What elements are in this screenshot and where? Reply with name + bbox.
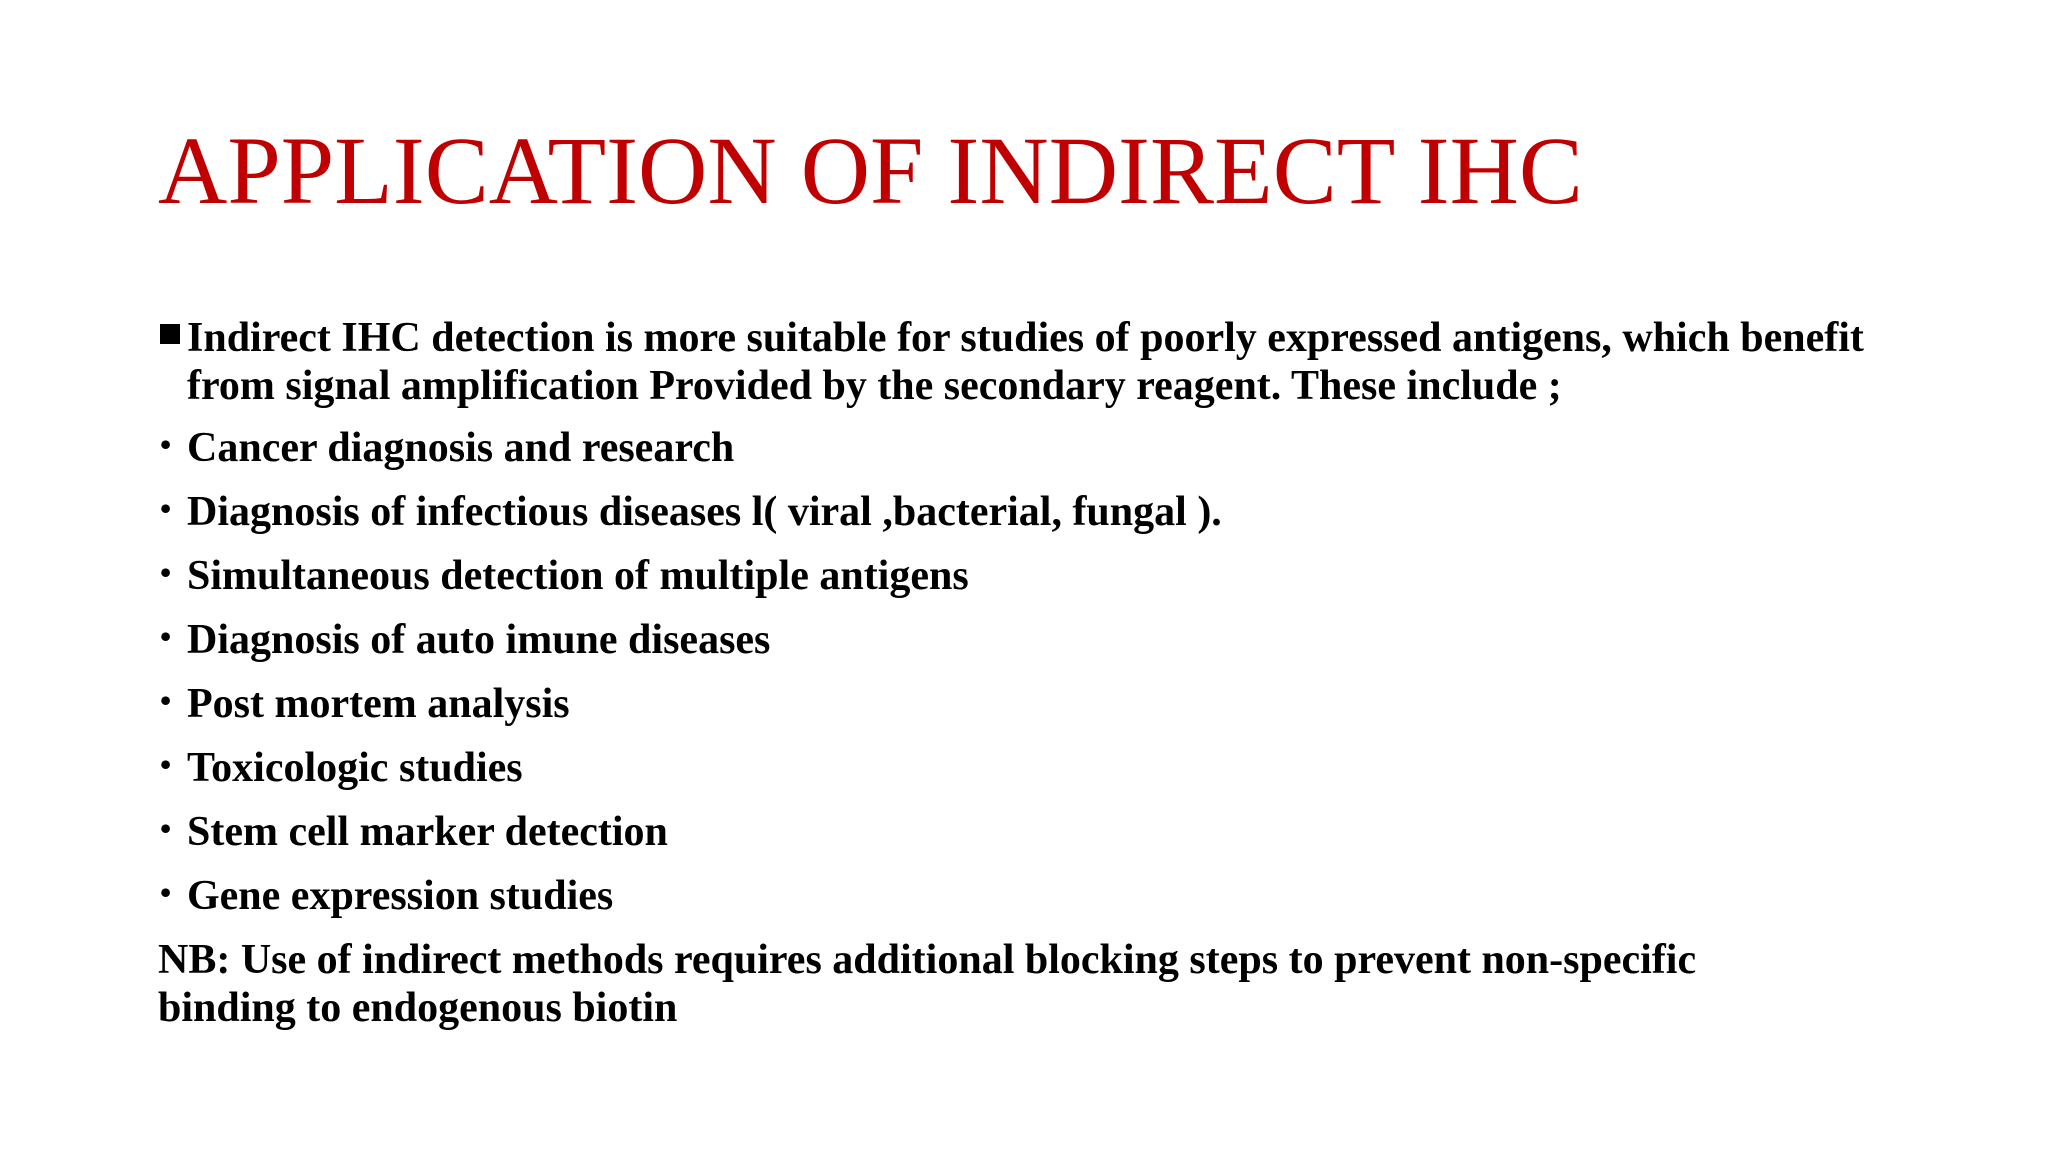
list-item: [158, 488, 1938, 536]
list-item-text: Post mortem analysis: [187, 681, 570, 727]
bullet-dot-icon: •: [160, 554, 172, 590]
nb-note: [158, 936, 1938, 1032]
bullet-dot-icon: •: [160, 426, 172, 462]
list-item: [158, 680, 1938, 728]
list-item: [158, 808, 1938, 856]
list-item: [158, 616, 1938, 664]
intro-paragraph: [158, 314, 1938, 410]
list-item-text: Diagnosis of auto imune diseases: [187, 617, 771, 663]
list-item: [158, 424, 1938, 472]
list-item-text: Diagnosis of infectious diseases l( viral ,bacterial, fungal ).: [187, 489, 1222, 535]
bullet-dot-icon: •: [160, 810, 172, 846]
nb-note-line-2: binding to endogenous biotin: [158, 985, 678, 1031]
square-bullet-icon: [160, 324, 180, 344]
bullet-dot-icon: •: [160, 490, 172, 526]
bullet-dot-icon: •: [160, 618, 172, 654]
nb-note-line-1: NB: Use of indirect methods requires additional blocking steps to prevent non-specific: [158, 937, 1697, 983]
bullet-dot-icon: •: [160, 746, 172, 782]
list-item-text: Toxicologic studies: [187, 745, 523, 791]
list-item-text: Cancer diagnosis and research: [187, 425, 735, 471]
slide-body: [158, 314, 1938, 1032]
list-item-text: Gene expression studies: [187, 873, 614, 919]
slide-title: APPLICATION OF INDIRECT IHC: [158, 117, 1583, 224]
list-item-text: Stem cell marker detection: [187, 809, 668, 855]
bullet-dot-icon: •: [160, 682, 172, 718]
intro-text: Indirect IHC detection is more suitable for studies of poorly expressed antigens, which benefit from signal amplification Provided by the secondary reagent. These include ;: [187, 315, 1864, 409]
list-item: [158, 552, 1938, 600]
list-item: [158, 744, 1938, 792]
bullet-list: [158, 424, 1938, 920]
list-item-text: Simultaneous detection of multiple antigens: [187, 553, 969, 599]
bullet-dot-icon: •: [160, 874, 172, 910]
list-item: [158, 872, 1938, 920]
